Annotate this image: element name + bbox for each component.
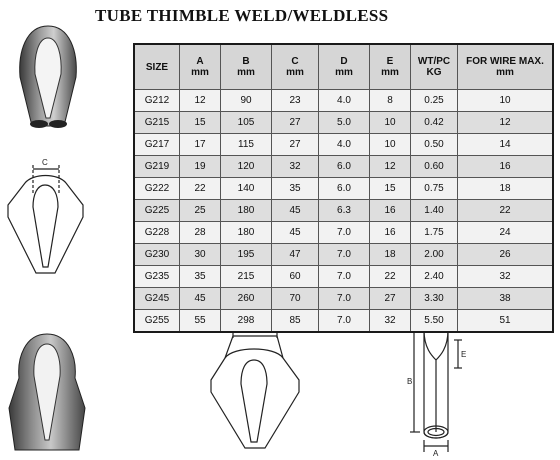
dimension-b-label: B (407, 377, 413, 386)
cell-b: 90 (221, 90, 272, 112)
cell-c: 45 (272, 200, 319, 222)
cell-b: 180 (221, 200, 272, 222)
cell-weight: 0.75 (411, 178, 458, 200)
header-a-line1: A (196, 56, 204, 67)
cell-c: 60 (272, 266, 319, 288)
cell-weight: 3.30 (411, 288, 458, 310)
header-size-line1: SIZE (145, 61, 169, 73)
cell-wire-max: 14 (458, 134, 554, 156)
table-row (134, 244, 553, 266)
cell-d: 7.0 (319, 288, 370, 310)
cell-e: 10 (370, 134, 411, 156)
spec-table (133, 43, 554, 333)
header-c-line1: C (291, 56, 299, 67)
cell-b: 115 (221, 134, 272, 156)
table-row (134, 134, 553, 156)
header-b (221, 44, 272, 90)
cell-a: 25 (180, 200, 221, 222)
header-wire-max (458, 44, 554, 90)
cell-d: 4.0 (319, 134, 370, 156)
cell-e: 15 (370, 178, 411, 200)
cell-c: 35 (272, 178, 319, 200)
table-row (134, 200, 553, 222)
header-e (370, 44, 411, 90)
cell-a: 22 (180, 178, 221, 200)
cell-size: G222 (134, 178, 180, 200)
cell-size: G215 (134, 112, 180, 134)
header-weight (411, 44, 458, 90)
dimension-c-label-left: C (42, 158, 48, 167)
cell-wire-max: 16 (458, 156, 554, 178)
thimble-photo-bottom (5, 330, 90, 455)
cell-d: 6.0 (319, 156, 370, 178)
table-row (134, 288, 553, 310)
cell-d: 5.0 (319, 112, 370, 134)
cell-a: 12 (180, 90, 221, 112)
thimble-outline-drawing-c (3, 155, 88, 280)
table-row (134, 90, 553, 112)
thimble-side-view-drawing (402, 320, 482, 458)
cell-c: 23 (272, 90, 319, 112)
table-row (134, 112, 553, 134)
dimension-e-label: E (461, 350, 467, 359)
cell-wire-max: 38 (458, 288, 554, 310)
cell-a: 55 (180, 310, 221, 333)
cell-b: 120 (221, 156, 272, 178)
cell-d: 6.0 (319, 178, 370, 200)
thimble-photo-top (8, 22, 88, 132)
cell-weight: 0.50 (411, 134, 458, 156)
header-d-line2: mm (335, 67, 353, 78)
cell-a: 45 (180, 288, 221, 310)
cell-c: 45 (272, 222, 319, 244)
table-row (134, 178, 553, 200)
cell-c: 85 (272, 310, 319, 333)
cell-wire-max: 10 (458, 90, 554, 112)
cell-b: 298 (221, 310, 272, 333)
table-row (134, 310, 553, 333)
cell-a: 28 (180, 222, 221, 244)
header-d (319, 44, 370, 90)
cell-d: 4.0 (319, 90, 370, 112)
cell-weight: 1.40 (411, 200, 458, 222)
cell-c: 32 (272, 156, 319, 178)
table-row (134, 156, 553, 178)
cell-size: G235 (134, 266, 180, 288)
cell-e: 22 (370, 266, 411, 288)
header-b-line1: B (242, 56, 250, 67)
cell-d: 7.0 (319, 222, 370, 244)
cell-weight: 0.42 (411, 112, 458, 134)
cell-c: 27 (272, 134, 319, 156)
cell-wire-max: 26 (458, 244, 554, 266)
cell-weight: 0.60 (411, 156, 458, 178)
cell-wire-max: 12 (458, 112, 554, 134)
cell-e: 12 (370, 156, 411, 178)
cell-d: 7.0 (319, 244, 370, 266)
thimble-outline-drawing-c-bottom (203, 318, 308, 453)
cell-size: G225 (134, 200, 180, 222)
spec-table-header-row (134, 44, 553, 90)
cell-d: 7.0 (319, 266, 370, 288)
header-wire-max-line1: FOR WIRE MAX. (466, 56, 544, 67)
header-d-line1: D (340, 56, 348, 67)
cell-b: 180 (221, 222, 272, 244)
cell-size: G212 (134, 90, 180, 112)
cell-a: 19 (180, 156, 221, 178)
cell-size: G217 (134, 134, 180, 156)
cell-weight: 0.25 (411, 90, 458, 112)
cell-size: G219 (134, 156, 180, 178)
header-e-line1: E (386, 56, 394, 67)
cell-wire-max: 32 (458, 266, 554, 288)
cell-d: 7.0 (319, 310, 370, 333)
cell-weight: 2.40 (411, 266, 458, 288)
cell-b: 195 (221, 244, 272, 266)
cell-e: 16 (370, 222, 411, 244)
cell-b: 260 (221, 288, 272, 310)
cell-c: 27 (272, 112, 319, 134)
dimension-a-label: A (433, 449, 439, 458)
cell-b: 215 (221, 266, 272, 288)
header-size (134, 44, 180, 90)
cell-c: 47 (272, 244, 319, 266)
cell-size: G228 (134, 222, 180, 244)
cell-wire-max: 22 (458, 200, 554, 222)
cell-size: G255 (134, 310, 180, 333)
cell-e: 18 (370, 244, 411, 266)
page-title: TUBE THIMBLE WELD/WELDLESS (95, 6, 389, 25)
cell-e: 32 (370, 310, 411, 333)
cell-e: 16 (370, 200, 411, 222)
cell-weight: 1.75 (411, 222, 458, 244)
header-b-line2: mm (237, 67, 255, 78)
header-e-line2: mm (381, 67, 399, 78)
cell-e: 8 (370, 90, 411, 112)
cell-a: 30 (180, 244, 221, 266)
header-wire-max-line2: mm (496, 67, 514, 78)
header-a-line2: mm (191, 67, 209, 78)
cell-wire-max: 18 (458, 178, 554, 200)
cell-a: 17 (180, 134, 221, 156)
cell-wire-max: 24 (458, 222, 554, 244)
cell-a: 15 (180, 112, 221, 134)
cell-e: 10 (370, 112, 411, 134)
cell-e: 27 (370, 288, 411, 310)
header-weight-line2: KG (426, 67, 442, 78)
header-a (180, 44, 221, 90)
header-c-line2: mm (286, 67, 304, 78)
cell-a: 35 (180, 266, 221, 288)
cell-b: 140 (221, 178, 272, 200)
cell-size: G245 (134, 288, 180, 310)
table-row (134, 266, 553, 288)
cell-b: 105 (221, 112, 272, 134)
table-row (134, 222, 553, 244)
cell-d: 6.3 (319, 200, 370, 222)
cell-weight: 2.00 (411, 244, 458, 266)
cell-weight: 5.50 (411, 310, 458, 333)
header-weight-line1: WT/PC (417, 56, 451, 67)
header-c (272, 44, 319, 90)
cell-size: G230 (134, 244, 180, 266)
cell-wire-max: 51 (458, 310, 554, 333)
cell-c: 70 (272, 288, 319, 310)
